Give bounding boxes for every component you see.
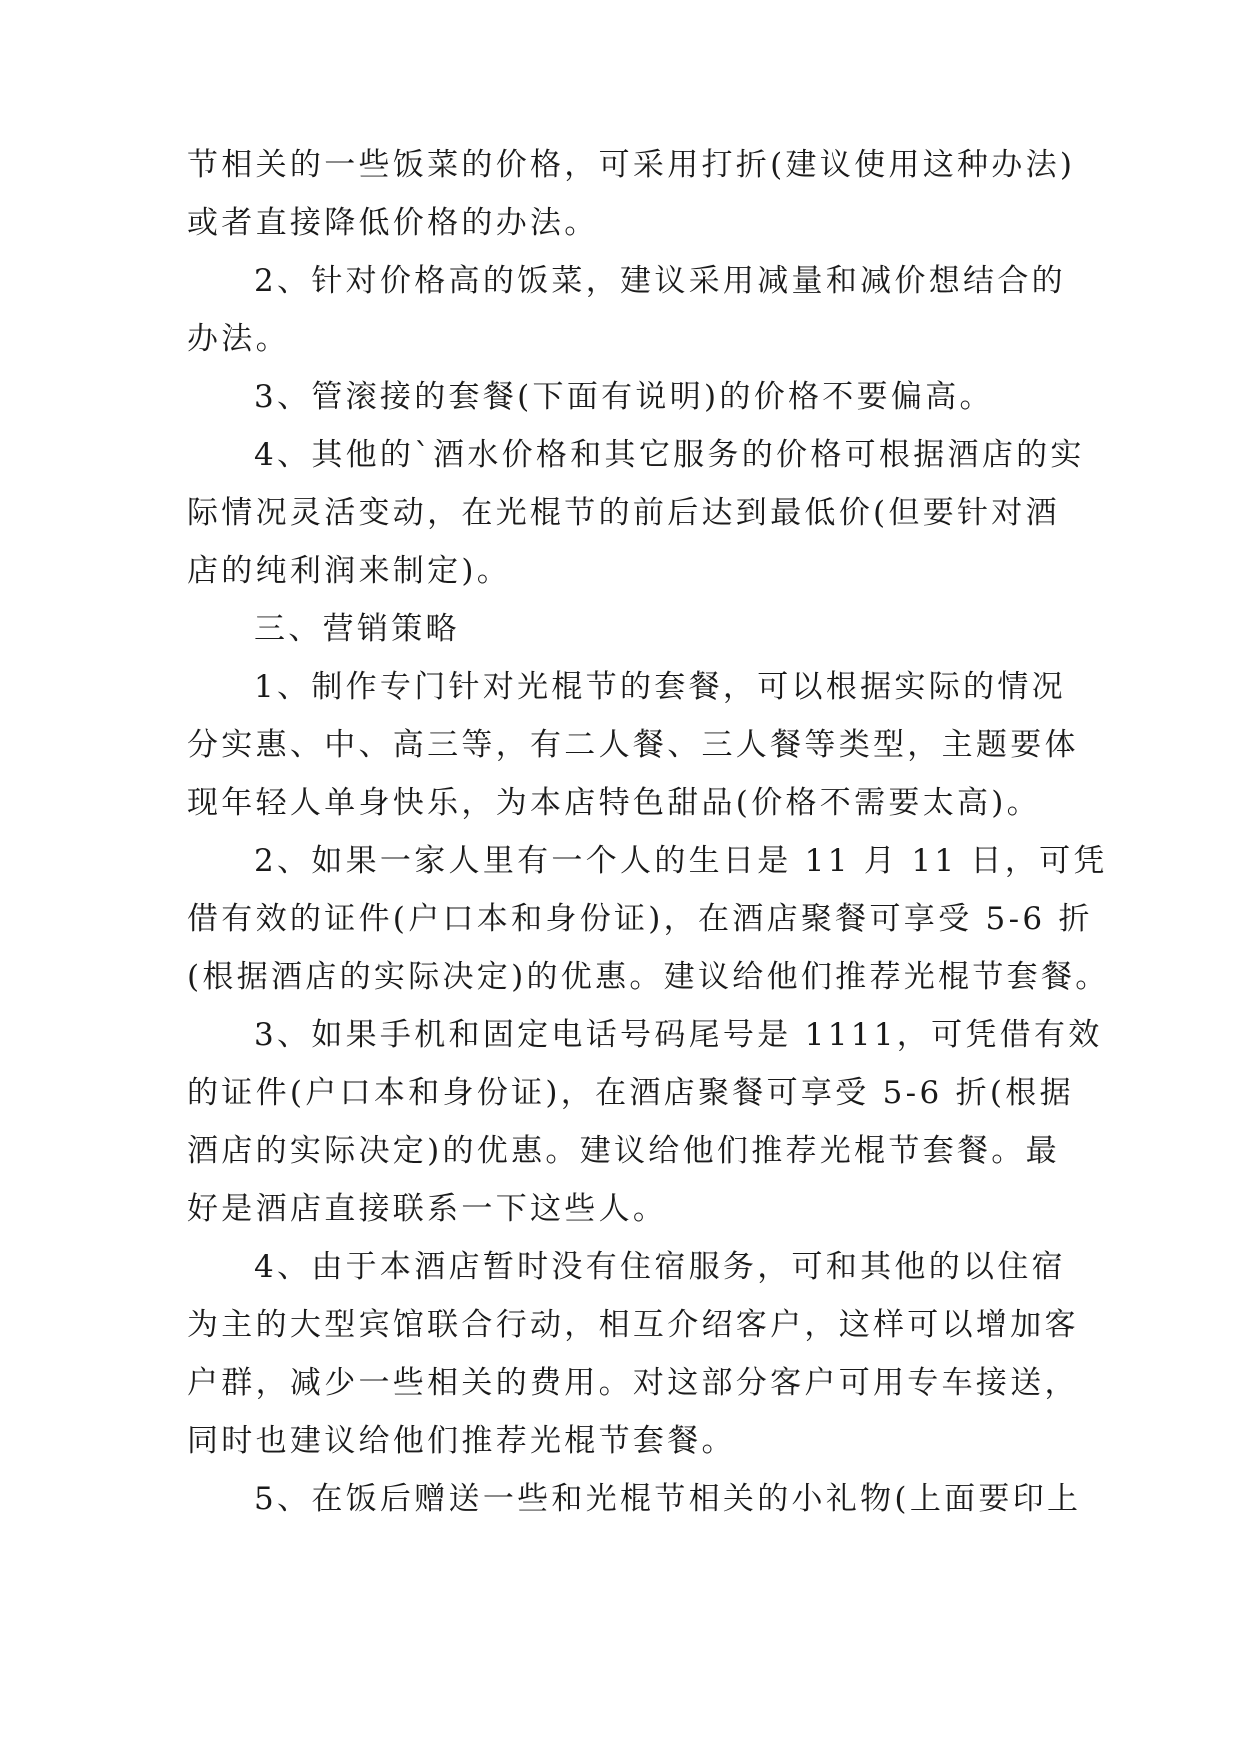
text-line: 的证件(户口本和身份证)，在酒店聚餐可享受 5-6 折(根据	[187, 1075, 1074, 1111]
text-line: 5、在饭后赠送一些和光棍节相关的小礼物(上面要印上	[254, 1481, 1082, 1517]
text-line: 2、针对价格高的饭菜，建议采用减量和减价想结合的	[254, 263, 1066, 299]
text-line: 4、其他的`酒水价格和其它服务的价格可根据酒店的实	[254, 437, 1085, 473]
text-line: 2、如果一家人里有一个人的生日是 11 月 11 日，可凭	[254, 843, 1108, 879]
text-line: 店的纯利润来制定)。	[187, 553, 512, 589]
text-line: 同时也建议给他们推荐光棍节套餐。	[187, 1423, 736, 1459]
text-line: 酒店的实际决定)的优惠。建议给他们推荐光棍节套餐。最	[187, 1133, 1060, 1169]
text-line: 3、管滚接的套餐(下面有说明)的价格不要偏高。	[254, 379, 994, 415]
text-line: 分实惠、中、高三等，有二人餐、三人餐等类型，主题要体	[187, 727, 1079, 763]
text-line: 好是酒店直接联系一下这些人。	[187, 1191, 668, 1227]
section-heading: 三、营销策略	[254, 611, 460, 647]
text-line: 办法。	[187, 321, 290, 357]
text-line: 3、如果手机和固定电话号码尾号是 1111，可凭借有效	[254, 1017, 1103, 1053]
text-line: 1、制作专门针对光棍节的套餐，可以根据实际的情况	[254, 669, 1066, 705]
text-line: 节相关的一些饭菜的价格，可采用打折(建议使用这种办法)	[187, 147, 1076, 183]
text-line: 或者直接降低价格的办法。	[187, 205, 599, 241]
text-line: 现年轻人单身快乐，为本店特色甜品(价格不需要太高)。	[187, 785, 1041, 821]
text-line: 借有效的证件(户口本和身份证)，在酒店聚餐可享受 5-6 折	[187, 901, 1093, 937]
text-line: 户群，减少一些相关的费用。对这部分客户可用专车接送，	[187, 1365, 1079, 1401]
text-line: 际情况灵活变动，在光棍节的前后达到最低价(但要针对酒	[187, 495, 1060, 531]
text-line: (根据酒店的实际决定)的优惠。建议给他们推荐光棍节套餐。	[187, 959, 1110, 995]
text-line: 4、由于本酒店暂时没有住宿服务，可和其他的以住宿	[254, 1249, 1066, 1285]
text-line: 为主的大型宾馆联合行动，相互介绍客户，这样可以增加客	[187, 1307, 1079, 1343]
